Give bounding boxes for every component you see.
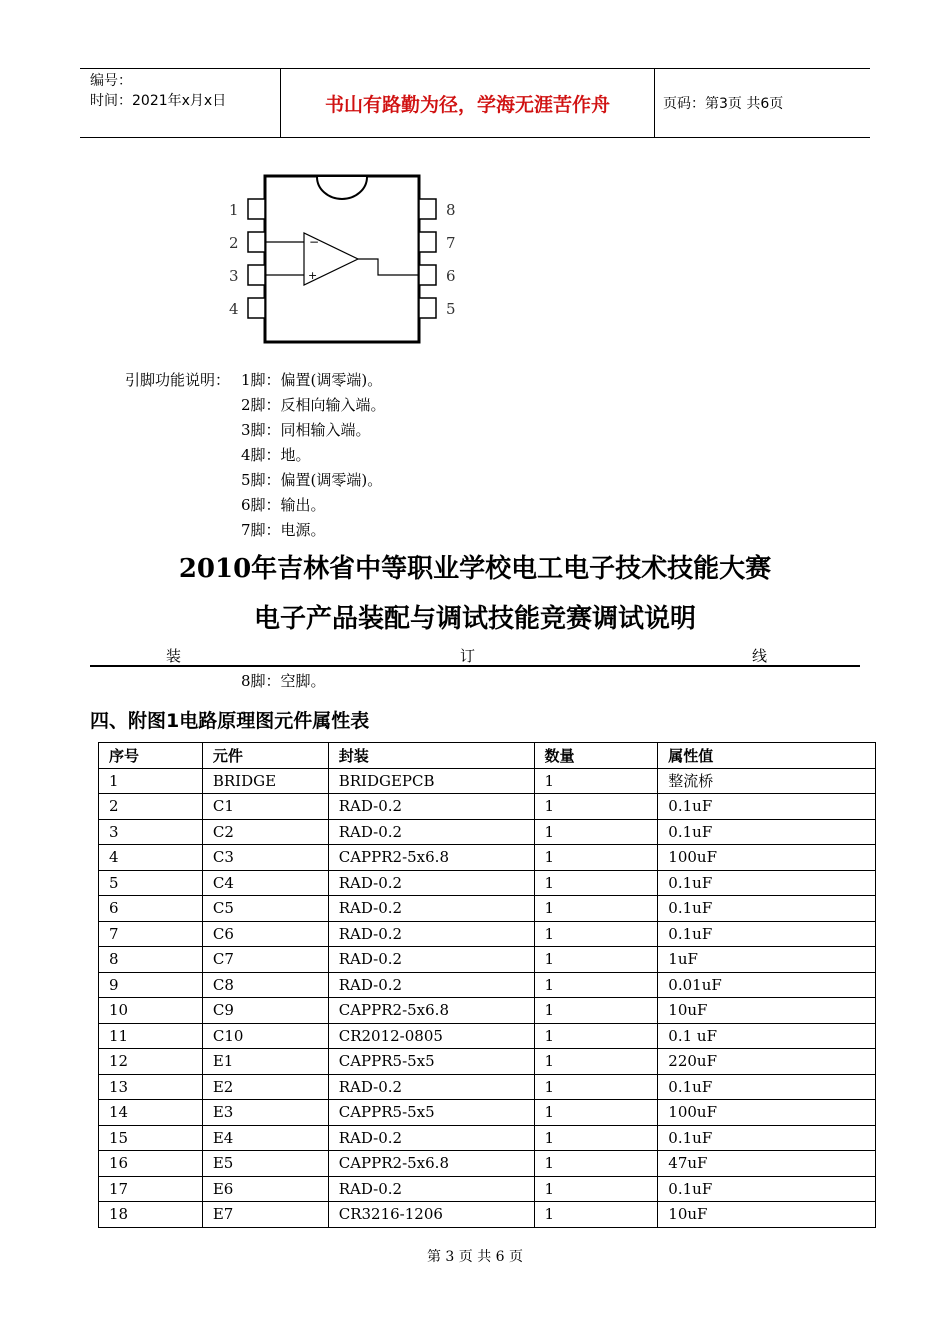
cell-package: CAPPR2-5x6.8 <box>328 1151 534 1177</box>
cell-component: C7 <box>202 947 328 973</box>
cell-component: E1 <box>202 1049 328 1075</box>
cell-quantity: 1 <box>534 819 658 845</box>
cell-value: 0.01uF <box>658 972 876 998</box>
list-item <box>125 443 386 468</box>
opamp-pinout-diagram <box>220 170 470 350</box>
number-label: 编号： <box>90 73 132 89</box>
cell-value: 220uF <box>658 1049 876 1075</box>
document-title-line1: 2010年吉林省中等职业学校电工电子技术技能大赛 <box>178 554 772 584</box>
cell-component: C1 <box>202 794 328 820</box>
pin-number-6: 6 <box>446 267 456 285</box>
cell-package: RAD-0.2 <box>328 870 534 896</box>
cell-index: 11 <box>99 1023 203 1049</box>
table-row <box>99 1176 876 1202</box>
cell-value: 0.1uF <box>658 921 876 947</box>
list-item <box>125 468 386 493</box>
col-header-component: 元件 <box>202 743 328 769</box>
table-row <box>99 768 876 794</box>
cell-value: 10uF <box>658 1202 876 1228</box>
pin-desc-text: 7脚：电源。 <box>241 521 326 539</box>
col-header-index: 序号 <box>99 743 203 769</box>
table-row <box>99 896 876 922</box>
cell-quantity: 1 <box>534 870 658 896</box>
cell-value: 1uF <box>658 947 876 973</box>
pin-desc-8: 8脚：空脚。 <box>241 672 326 690</box>
col-header-quantity: 数量 <box>534 743 658 769</box>
pin-number-5: 5 <box>446 300 456 318</box>
pin-desc-text: 5脚：偏置(调零端)。 <box>241 471 383 489</box>
cell-package: CR2012-0805 <box>328 1023 534 1049</box>
pin-description-list <box>125 368 386 543</box>
cell-value: 0.1uF <box>658 1125 876 1151</box>
cell-quantity: 1 <box>534 1202 658 1228</box>
cell-quantity: 1 <box>534 768 658 794</box>
cell-component: C5 <box>202 896 328 922</box>
cell-value: 整流桥 <box>658 768 876 794</box>
cell-index: 3 <box>99 819 203 845</box>
col-header-value: 属性值 <box>658 743 876 769</box>
cell-value: 0.1uF <box>658 1176 876 1202</box>
table-row <box>99 1023 876 1049</box>
cell-quantity: 1 <box>534 845 658 871</box>
table-row <box>99 1125 876 1151</box>
table-row <box>99 972 876 998</box>
cell-component: BRIDGE <box>202 768 328 794</box>
cell-index: 9 <box>99 972 203 998</box>
cell-value: 0.1uF <box>658 896 876 922</box>
table-row <box>99 819 876 845</box>
cell-component: C3 <box>202 845 328 871</box>
cell-index: 13 <box>99 1074 203 1100</box>
time-label: 时间：2021年x月x日 <box>90 93 227 109</box>
col-header-package: 封装 <box>328 743 534 769</box>
pin-number-7: 7 <box>446 234 456 252</box>
cell-package: RAD-0.2 <box>328 921 534 947</box>
binding-char-ding: 订 <box>460 647 476 665</box>
cell-component: C10 <box>202 1023 328 1049</box>
cell-component: E6 <box>202 1176 328 1202</box>
cell-quantity: 1 <box>534 1125 658 1151</box>
cell-component: C9 <box>202 998 328 1024</box>
binding-char-xian: 线 <box>752 647 768 665</box>
document-title-line2: 电子产品装配与调试技能竞赛调试说明 <box>253 604 696 634</box>
cell-component: C8 <box>202 972 328 998</box>
cell-package: RAD-0.2 <box>328 1074 534 1100</box>
page-footer: 第 3 页 共 6 页 <box>426 1249 524 1265</box>
cell-package: RAD-0.2 <box>328 1176 534 1202</box>
cell-component: E4 <box>202 1125 328 1151</box>
pin-number-8: 8 <box>446 201 456 219</box>
cell-component: E5 <box>202 1151 328 1177</box>
table-body <box>99 768 876 1227</box>
list-item <box>125 493 386 518</box>
cell-value: 0.1 uF <box>658 1023 876 1049</box>
cell-package: CAPPR2-5x6.8 <box>328 998 534 1024</box>
cell-component: C6 <box>202 921 328 947</box>
cell-index: 17 <box>99 1176 203 1202</box>
table-row <box>99 921 876 947</box>
cell-index: 10 <box>99 998 203 1024</box>
cell-package: RAD-0.2 <box>328 819 534 845</box>
cell-index: 4 <box>99 845 203 871</box>
cell-package: RAD-0.2 <box>328 947 534 973</box>
table-row <box>99 794 876 820</box>
section-title: 四、附图1电路原理图元件属性表 <box>90 710 370 732</box>
cell-value: 0.1uF <box>658 1074 876 1100</box>
cell-package: CAPPR5-5x5 <box>328 1100 534 1126</box>
pin-desc-text: 1脚：偏置(调零端)。 <box>241 371 383 389</box>
cell-quantity: 1 <box>534 1074 658 1100</box>
cell-package: CR3216-1206 <box>328 1202 534 1228</box>
table-row <box>99 947 876 973</box>
header-motto: 书山有路勤为径，学海无涯苦作舟 <box>280 69 655 137</box>
pin-desc-text: 2脚：反相向输入端。 <box>241 396 386 414</box>
cell-package: RAD-0.2 <box>328 972 534 998</box>
cell-package: CAPPR5-5x5 <box>328 1049 534 1075</box>
cell-component: E7 <box>202 1202 328 1228</box>
table-row <box>99 1100 876 1126</box>
table-row <box>99 1202 876 1228</box>
minus-sign: − <box>309 235 320 249</box>
cell-value: 10uF <box>658 998 876 1024</box>
pin-number-3: 3 <box>229 267 239 285</box>
plus-sign: + <box>308 269 318 282</box>
cell-package: BRIDGEPCB <box>328 768 534 794</box>
ic-package-body <box>265 176 419 342</box>
pin-desc-text: 4脚：地。 <box>241 446 311 464</box>
cell-quantity: 1 <box>534 896 658 922</box>
list-item <box>125 418 386 443</box>
cell-value: 100uF <box>658 845 876 871</box>
cell-index: 8 <box>99 947 203 973</box>
page-header <box>80 68 870 138</box>
pin-number-4: 4 <box>229 300 239 318</box>
cell-package: RAD-0.2 <box>328 1125 534 1151</box>
pin-desc-text: 6脚：输出。 <box>241 496 326 514</box>
cell-component: C2 <box>202 819 328 845</box>
cell-quantity: 1 <box>534 947 658 973</box>
list-item <box>125 518 386 543</box>
cell-component: E2 <box>202 1074 328 1100</box>
table-row <box>99 1049 876 1075</box>
table-row <box>99 870 876 896</box>
pin-desc-text: 3脚：同相输入端。 <box>241 421 371 439</box>
cell-index: 2 <box>99 794 203 820</box>
cell-quantity: 1 <box>534 1049 658 1075</box>
list-item <box>125 368 386 393</box>
cell-value: 0.1uF <box>658 819 876 845</box>
table-row <box>99 1074 876 1100</box>
cell-quantity: 1 <box>534 1151 658 1177</box>
cell-quantity: 1 <box>534 1176 658 1202</box>
table-row <box>99 998 876 1024</box>
cell-index: 14 <box>99 1100 203 1126</box>
header-meta <box>80 69 280 137</box>
pin-number-1: 1 <box>229 201 239 219</box>
cell-value: 47uF <box>658 1151 876 1177</box>
pin-number-2: 2 <box>229 234 239 252</box>
binding-line <box>90 645 860 667</box>
table-row <box>99 845 876 871</box>
cell-package: RAD-0.2 <box>328 794 534 820</box>
cell-quantity: 1 <box>534 921 658 947</box>
cell-quantity: 1 <box>534 1100 658 1126</box>
table-header-row <box>99 743 876 769</box>
list-item <box>125 393 386 418</box>
cell-index: 18 <box>99 1202 203 1228</box>
cell-component: E3 <box>202 1100 328 1126</box>
cell-package: CAPPR2-5x6.8 <box>328 845 534 871</box>
table-row <box>99 1151 876 1177</box>
component-attribute-table <box>98 742 876 1228</box>
header-page-label: 页码：第3页 共6页 <box>663 96 784 112</box>
cell-index: 5 <box>99 870 203 896</box>
cell-package: RAD-0.2 <box>328 896 534 922</box>
binding-char-zhuang: 装 <box>166 647 182 665</box>
cell-quantity: 1 <box>534 794 658 820</box>
cell-index: 12 <box>99 1049 203 1075</box>
cell-index: 6 <box>99 896 203 922</box>
cell-value: 0.1uF <box>658 870 876 896</box>
cell-value: 100uF <box>658 1100 876 1126</box>
cell-index: 7 <box>99 921 203 947</box>
cell-index: 16 <box>99 1151 203 1177</box>
cell-index: 1 <box>99 768 203 794</box>
cell-index: 15 <box>99 1125 203 1151</box>
cell-quantity: 1 <box>534 998 658 1024</box>
cell-value: 0.1uF <box>658 794 876 820</box>
cell-component: C4 <box>202 870 328 896</box>
cell-quantity: 1 <box>534 1023 658 1049</box>
pin-desc-intro: 引脚功能说明： <box>125 371 231 389</box>
cell-quantity: 1 <box>534 972 658 998</box>
